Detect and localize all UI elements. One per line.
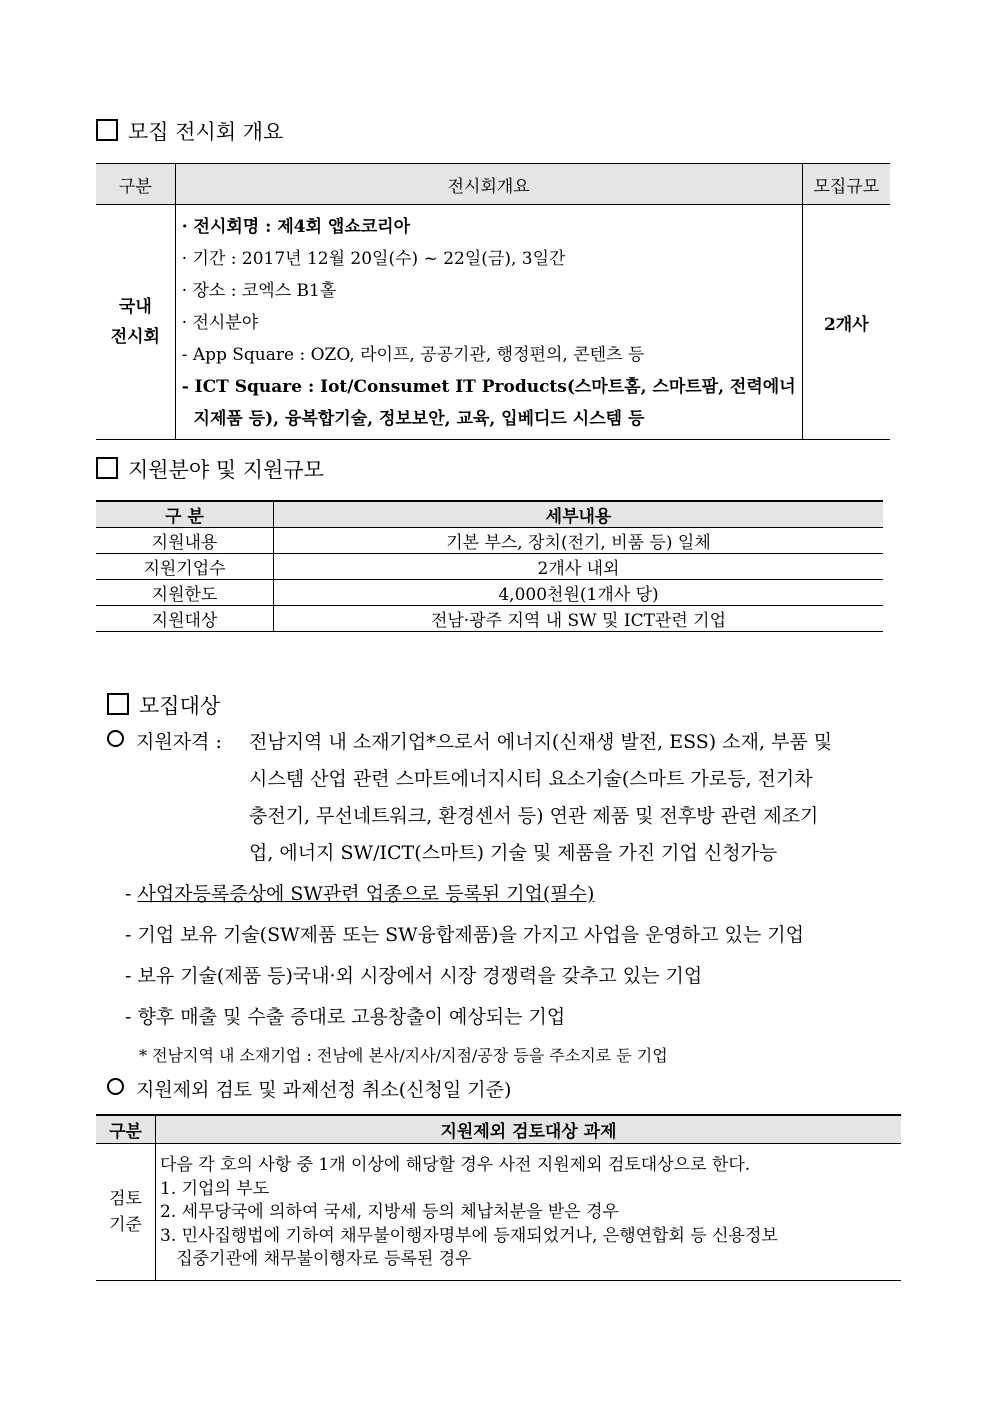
row-value: 기본 부스, 장치(전기, 비품 등) 일체	[274, 528, 884, 554]
header-overview: 전시회개요	[175, 164, 802, 205]
scale-cell: 2개사	[802, 205, 890, 440]
qualification-label: 지원자격 :	[136, 731, 222, 753]
criteria-item-cont: 집중기관에 채무불이행자로 등록된 경우	[160, 1249, 472, 1269]
overview-cell	[175, 205, 802, 440]
qualification-label-line	[107, 727, 222, 754]
list-item-text: 향후 매출 및 수출 증대로 고용창출이 예상되는 기업	[137, 1006, 566, 1028]
criteria-intro: 다음 각 호의 사항 중 1개 이상에 해당할 경우 사전 지원제외 검토대상으로 한다.	[160, 1155, 751, 1175]
section-recruit-heading	[107, 690, 220, 720]
exclusion-table	[96, 1114, 901, 1281]
criteria-cell	[96, 1144, 156, 1281]
criteria-item: 1. 기업의 부도	[160, 1178, 270, 1199]
table-header-row	[96, 1115, 901, 1144]
table-header-row	[96, 164, 890, 205]
table-row	[96, 528, 883, 554]
header-category: 구 분	[96, 501, 274, 528]
criteria-line: 기준	[109, 1214, 142, 1235]
section-overview-title: 모집 전시회 개요	[128, 120, 284, 144]
exhibition-overview-table	[96, 163, 890, 440]
list-item-text: 보유 기술(제품 등)국내·외 시장에서 시장 경쟁력을 갖추고 있는 기업	[137, 965, 703, 987]
qualification-line: 충전기, 무선네트워크, 환경센서 등) 연관 제품 및 전후방 관련 제조기	[249, 805, 819, 827]
criteria-line: 검토	[109, 1188, 142, 1209]
circle-bullet-icon	[107, 730, 124, 747]
support-table	[96, 500, 883, 632]
list-item-text: 기업 보유 기술(SW제품 또는 SW융합제품)을 가지고 사업을 운영하고 있는 기업	[137, 924, 805, 946]
category-cell	[96, 205, 175, 440]
list-item: - 향후 매출 및 수출 증대로 고용창출이 예상되는 기업	[125, 1006, 566, 1028]
row-value: 4,000천원(1개사 당)	[274, 580, 884, 606]
exclusion-heading	[107, 1075, 511, 1102]
criteria-body	[156, 1144, 902, 1281]
checkbox-square-icon	[107, 693, 129, 715]
header-category: 구분	[96, 1115, 156, 1144]
exhibition-name: · 전시회명 : 제4회 앱쇼코리아	[181, 217, 411, 237]
exhibition-venue: · 장소 : 코엑스 B1홀	[181, 281, 337, 301]
exhibition-period: · 기간 : 2017년 12월 20일(수) ~ 22일(금), 3일간	[181, 249, 566, 269]
category-line: 국내	[118, 297, 152, 317]
checkbox-square-icon	[96, 457, 118, 479]
header-category: 구분	[96, 164, 175, 205]
header-details: 세부내용	[274, 501, 884, 528]
table-row	[96, 580, 883, 606]
category-line: 전시회	[110, 327, 160, 347]
qualification-line: 업, 에너지 SW/ICT(스마트) 기술 및 제품을 가진 기업 신청가능	[249, 842, 778, 864]
footnote: * 전남지역 내 소재기업 : 전남에 본사/지사/지점/공장 등을 주소지로 둔 기업	[139, 1046, 668, 1065]
app-square-line: - App Square : OZO, 라이프, 공공기관, 행정편의, 콘텐츠 등	[181, 345, 645, 365]
list-item: - 보유 기술(제품 등)국내·외 시장에서 시장 경쟁력을 갖추고 있는 기업	[125, 965, 703, 987]
circle-bullet-icon	[107, 1078, 124, 1095]
table-row	[96, 606, 883, 632]
row-value: 2개사 내외	[274, 554, 884, 580]
list-item: - 사업자등록증상에 SW관련 업종으로 등록된 기업(필수)	[125, 883, 595, 905]
row-label: 지원기업수	[96, 554, 274, 580]
section-support-heading	[96, 454, 324, 484]
row-label: 지원대상	[96, 606, 274, 632]
table-row	[96, 554, 883, 580]
table-header-row	[96, 501, 883, 528]
section-recruit-title: 모집대상	[139, 694, 221, 718]
checkbox-square-icon	[96, 119, 118, 141]
criteria-item: 3. 민사집행법에 기하여 채무불이행자명부에 등재되었거나, 은행연합회 등 신용정보	[160, 1225, 778, 1246]
qualification-line: 전남지역 내 소재기업*으로서 에너지(신재생 발전, ESS) 소재, 부품 및	[249, 731, 833, 753]
section-support-title: 지원분야 및 지원규모	[128, 458, 324, 482]
ict-square-line-cont: 지제품 등), 융복합기술, 정보보안, 교육, 입베디드 시스템 등	[181, 409, 645, 429]
header-subject: 지원제외 검토대상 과제	[156, 1115, 902, 1144]
qualification-line: 시스템 산업 관련 스마트에너지시티 요소기술(스마트 가로등, 전기차	[249, 768, 813, 790]
row-value: 전남·광주 지역 내 SW 및 ICT관련 기업	[274, 606, 884, 632]
section-overview-heading	[96, 116, 283, 146]
table-row	[96, 205, 890, 440]
row-label: 지원한도	[96, 580, 274, 606]
list-item: - 기업 보유 기술(SW제품 또는 SW융합제품)을 가지고 사업을 운영하고 있는 기업	[125, 924, 805, 946]
table-row	[96, 1144, 901, 1281]
header-scale: 모집규모	[802, 164, 890, 205]
criteria-item: 2. 세무당국에 의하여 국세, 지방세 등의 체납처분을 받은 경우	[160, 1202, 619, 1222]
ict-square-line: - ICT Square : Iot/Consumet IT Products(스마트홈, 스마트팜, 전력에너	[181, 377, 796, 397]
row-label: 지원내용	[96, 528, 274, 554]
exclusion-heading-text: 지원제외 검토 및 과제선정 취소(신청일 기준)	[136, 1079, 512, 1101]
exhibition-field: · 전시분야	[181, 313, 259, 333]
list-item-text: 사업자등록증상에 SW관련 업종으로 등록된 기업(필수)	[137, 883, 595, 905]
